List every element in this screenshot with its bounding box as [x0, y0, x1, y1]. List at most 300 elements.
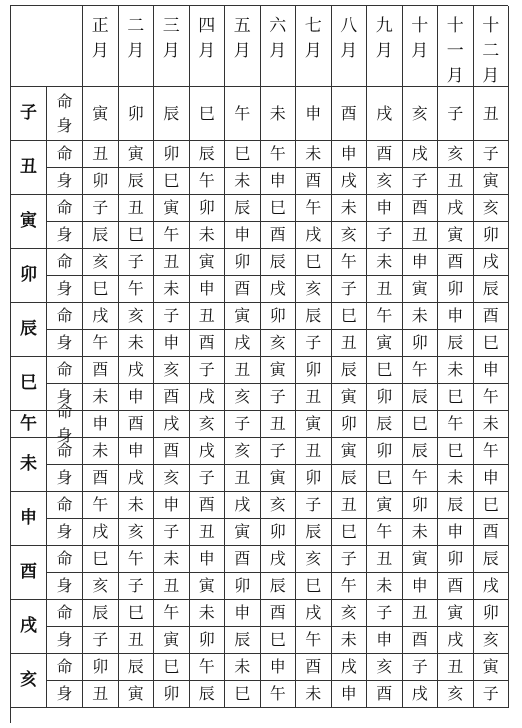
ming-cell: 午	[403, 357, 439, 384]
shen-cell: 巳	[367, 465, 403, 492]
ming-cell: 寅	[367, 492, 403, 519]
shen-cell: 午	[332, 573, 368, 600]
shen-label: 身	[47, 276, 83, 303]
ming-cell: 申	[190, 546, 226, 573]
month-char: 正	[91, 16, 109, 36]
shen-cell: 子	[403, 168, 439, 195]
ming-cell: 亥	[438, 141, 474, 168]
shen-cell: 子	[474, 681, 510, 708]
ming-cell: 亥	[367, 654, 403, 681]
shen-cell: 酉	[261, 222, 297, 249]
shen-cell: 亥	[83, 573, 119, 600]
shen-cell: 卯	[261, 519, 297, 546]
month-char: 十	[482, 16, 500, 36]
ming-cell: 戌	[296, 600, 332, 627]
shen-cell: 辰	[190, 681, 226, 708]
ming-cell: 卯	[261, 303, 297, 330]
shen-cell: 酉	[403, 627, 439, 654]
shen-cell: 申	[438, 519, 474, 546]
ming-cell: 辰	[83, 600, 119, 627]
shen-cell: 寅	[261, 465, 297, 492]
ming-cell: 未	[225, 654, 261, 681]
ming-cell: 巳	[261, 195, 297, 222]
palace-cell: 寅	[83, 87, 119, 141]
shen-cell: 寅	[332, 384, 368, 411]
shen-cell: 酉	[474, 519, 510, 546]
ming-cell: 丑	[438, 654, 474, 681]
ming-cell: 午	[190, 654, 226, 681]
shen-cell: 子	[190, 465, 226, 492]
shen-label: 身	[47, 627, 83, 654]
shen-cell: 子	[261, 384, 297, 411]
branch-label: 申	[11, 492, 47, 546]
ming-cell: 丑	[403, 600, 439, 627]
ming-label: 命	[47, 438, 83, 465]
ming-cell: 戌	[332, 654, 368, 681]
ming-cell: 酉	[403, 195, 439, 222]
ming-cell: 酉	[367, 141, 403, 168]
ming-cell: 辰	[119, 654, 155, 681]
shen-cell: 寅	[438, 222, 474, 249]
ming-cell: 申	[119, 438, 155, 465]
ming-cell: 丑	[332, 492, 368, 519]
month-char: 三	[162, 16, 180, 36]
shen-cell: 卯	[438, 276, 474, 303]
ming-cell: 丑	[190, 303, 226, 330]
month-char: 月	[127, 41, 145, 61]
shen-cell: 酉	[154, 384, 190, 411]
ming-cell: 丑	[119, 195, 155, 222]
shen-cell: 子	[296, 330, 332, 357]
shen-cell: 卯	[403, 330, 439, 357]
ming-cell: 辰	[438, 492, 474, 519]
palace-cell: 寅	[296, 411, 332, 438]
ming-cell: 丑	[225, 357, 261, 384]
shen-cell: 丑	[403, 222, 439, 249]
ming-label: 命	[47, 357, 83, 384]
palace-cell: 亥	[190, 411, 226, 438]
shen-cell: 未	[403, 519, 439, 546]
ming-cell: 戌	[83, 303, 119, 330]
shen-cell: 申	[403, 573, 439, 600]
palace-cell: 午	[438, 411, 474, 438]
ming-cell: 酉	[190, 492, 226, 519]
shen-cell: 丑	[296, 384, 332, 411]
ming-shen-label	[47, 87, 83, 141]
ming-cell: 子	[296, 492, 332, 519]
month-char: 月	[446, 66, 464, 86]
ming-cell: 戌	[261, 546, 297, 573]
ming-cell: 寅	[474, 654, 510, 681]
shen-cell: 寅	[367, 330, 403, 357]
ming-cell: 酉	[225, 546, 261, 573]
month-char: 九	[375, 16, 393, 36]
shen-cell: 巳	[83, 276, 119, 303]
ming-cell: 卯	[296, 357, 332, 384]
shen-label: 身	[47, 465, 83, 492]
ming-cell: 申	[474, 357, 510, 384]
month-char: 一	[446, 41, 464, 61]
shen-cell: 巳	[261, 627, 297, 654]
ming-cell: 子	[367, 600, 403, 627]
ming-cell: 巳	[332, 303, 368, 330]
ming-cell: 亥	[154, 357, 190, 384]
shen-cell: 戌	[438, 627, 474, 654]
ming-cell: 午	[296, 195, 332, 222]
ming-cell: 子	[119, 249, 155, 276]
shen-cell: 辰	[403, 384, 439, 411]
ming-cell: 巳	[225, 141, 261, 168]
ming-cell: 未	[83, 438, 119, 465]
palace-cell: 戌	[367, 87, 403, 141]
shen-cell: 申	[261, 168, 297, 195]
ming-cell: 申	[332, 141, 368, 168]
branch-label: 寅	[11, 195, 47, 249]
ming-cell: 未	[119, 492, 155, 519]
ming-cell: 酉	[438, 249, 474, 276]
month-char: 月	[411, 41, 429, 61]
ming-cell: 寅	[119, 141, 155, 168]
ming-cell: 亥	[296, 546, 332, 573]
shen-cell: 辰	[438, 330, 474, 357]
ming-cell: 戌	[119, 357, 155, 384]
ming-cell: 亥	[119, 303, 155, 330]
shen-cell: 丑	[225, 465, 261, 492]
month-char: 四	[198, 16, 216, 36]
month-char: 月	[162, 41, 180, 61]
branch-label: 未	[11, 438, 47, 492]
month-char: 月	[375, 41, 393, 61]
month-char: 五	[233, 16, 251, 36]
shen-cell: 巳	[474, 330, 510, 357]
palace-cell: 未	[474, 411, 510, 438]
month-char: 月	[233, 41, 251, 61]
branch-label: 丑	[11, 141, 47, 195]
ming-cell: 辰	[332, 357, 368, 384]
shen-cell: 丑	[190, 519, 226, 546]
ming-cell: 亥	[474, 195, 510, 222]
ming-cell: 亥	[225, 438, 261, 465]
shen-cell: 丑	[438, 168, 474, 195]
shen-cell: 申	[190, 276, 226, 303]
ming-cell: 午	[83, 492, 119, 519]
shen-cell: 酉	[296, 168, 332, 195]
palace-cell: 辰	[367, 411, 403, 438]
shen-cell: 卯	[225, 573, 261, 600]
ming-cell: 子	[261, 438, 297, 465]
shen-cell: 辰	[296, 519, 332, 546]
ming-cell: 丑	[367, 546, 403, 573]
month-char: 六	[269, 16, 287, 36]
shen-cell: 巳	[296, 573, 332, 600]
shen-cell: 午	[403, 465, 439, 492]
ming-label: 命	[47, 195, 83, 222]
shen-cell: 未	[119, 330, 155, 357]
ming-label: 命	[47, 654, 83, 681]
ming-label: 命	[47, 303, 83, 330]
month-header	[225, 6, 261, 87]
shen-cell: 午	[83, 330, 119, 357]
shen-cell: 巳	[438, 384, 474, 411]
shen-cell: 寅	[190, 573, 226, 600]
ming-shen-label	[47, 402, 83, 445]
palace-cell: 丑	[261, 411, 297, 438]
ming-cell: 卯	[438, 546, 474, 573]
shen-cell: 申	[154, 330, 190, 357]
ming-cell: 巳	[119, 600, 155, 627]
ming-cell: 酉	[83, 357, 119, 384]
shen-cell: 午	[296, 627, 332, 654]
ming-cell: 辰	[403, 438, 439, 465]
shen-cell: 辰	[332, 465, 368, 492]
shen-cell: 丑	[367, 276, 403, 303]
ming-cell: 亥	[83, 249, 119, 276]
ming-cell: 申	[403, 249, 439, 276]
shen-cell: 辰	[119, 168, 155, 195]
palace-cell: 子	[438, 87, 474, 141]
ming-cell: 卯	[403, 492, 439, 519]
shen-label: 身	[56, 426, 73, 445]
ming-cell: 辰	[261, 249, 297, 276]
ming-cell: 戌	[474, 249, 510, 276]
branch-label: 午	[11, 411, 47, 438]
shen-label: 身	[47, 573, 83, 600]
month-char: 月	[91, 41, 109, 61]
shen-label: 身	[47, 519, 83, 546]
branch-label: 酉	[11, 546, 47, 600]
ming-cell: 子	[190, 357, 226, 384]
shen-label: 身	[47, 330, 83, 357]
ming-cell: 寅	[190, 249, 226, 276]
month-header	[367, 6, 403, 87]
shen-cell: 未	[438, 465, 474, 492]
shen-cell: 申	[225, 222, 261, 249]
ming-cell: 巳	[83, 546, 119, 573]
ming-cell: 午	[367, 303, 403, 330]
month-char: 十	[411, 16, 429, 36]
ming-label: 命	[56, 402, 73, 421]
ming-cell: 卯	[474, 600, 510, 627]
ming-label: 命	[47, 600, 83, 627]
corner-cell	[11, 6, 83, 87]
palace-cell: 酉	[119, 411, 155, 438]
shen-cell: 辰	[474, 276, 510, 303]
shen-cell: 亥	[332, 222, 368, 249]
shen-cell: 戌	[474, 573, 510, 600]
palace-cell: 辰	[154, 87, 190, 141]
shen-cell: 未	[83, 384, 119, 411]
ming-cell: 午	[119, 546, 155, 573]
month-header	[119, 6, 155, 87]
shen-cell: 午	[154, 222, 190, 249]
palace-cell: 酉	[332, 87, 368, 141]
ming-cell: 子	[154, 303, 190, 330]
shen-cell: 戌	[225, 330, 261, 357]
ming-cell: 卯	[190, 195, 226, 222]
ming-cell: 辰	[225, 195, 261, 222]
shen-cell: 辰	[225, 627, 261, 654]
ming-cell: 寅	[438, 600, 474, 627]
ming-cell: 亥	[332, 600, 368, 627]
ming-cell: 酉	[474, 303, 510, 330]
ming-cell: 戌	[403, 141, 439, 168]
shen-cell: 亥	[154, 465, 190, 492]
shen-cell: 酉	[367, 681, 403, 708]
branch-label: 子	[11, 87, 47, 141]
ming-cell: 未	[438, 357, 474, 384]
shen-cell: 寅	[474, 168, 510, 195]
month-header	[190, 6, 226, 87]
shen-cell: 午	[261, 681, 297, 708]
shen-label: 身	[47, 384, 83, 411]
ming-cell: 丑	[154, 249, 190, 276]
ming-cell: 戌	[225, 492, 261, 519]
shen-cell: 巳	[332, 519, 368, 546]
shen-cell: 申	[367, 627, 403, 654]
shen-cell: 未	[367, 573, 403, 600]
ming-cell: 午	[154, 600, 190, 627]
branch-label: 卯	[11, 249, 47, 303]
month-char: 八	[340, 16, 358, 36]
ming-cell: 酉	[296, 654, 332, 681]
shen-cell: 亥	[438, 681, 474, 708]
shen-cell: 子	[154, 519, 190, 546]
ming-cell: 未	[332, 195, 368, 222]
ming-cell: 寅	[261, 357, 297, 384]
month-char: 月	[269, 41, 287, 61]
month-char: 二	[127, 16, 145, 36]
ming-label: 命	[56, 91, 73, 111]
shen-cell: 亥	[296, 276, 332, 303]
ming-cell: 丑	[83, 141, 119, 168]
ming-cell: 酉	[261, 600, 297, 627]
ming-cell: 卯	[154, 141, 190, 168]
ming-cell: 巳	[438, 438, 474, 465]
palace-cell: 戌	[154, 411, 190, 438]
ming-cell: 酉	[154, 438, 190, 465]
ming-cell: 未	[367, 249, 403, 276]
shen-cell: 戌	[190, 384, 226, 411]
ming-cell: 巳	[474, 492, 510, 519]
month-char: 月	[198, 41, 216, 61]
month-header	[261, 6, 297, 87]
month-header	[83, 6, 119, 87]
ming-cell: 子	[403, 654, 439, 681]
shen-cell: 子	[367, 222, 403, 249]
ming-cell: 巳	[296, 249, 332, 276]
shen-cell: 申	[474, 465, 510, 492]
ming-cell: 辰	[190, 141, 226, 168]
ming-cell: 申	[154, 492, 190, 519]
ming-cell: 子	[474, 141, 510, 168]
shen-cell: 午	[190, 168, 226, 195]
shen-label: 身	[56, 115, 73, 135]
palace-cell: 子	[225, 411, 261, 438]
ming-cell: 辰	[474, 546, 510, 573]
shen-cell: 子	[119, 573, 155, 600]
shen-cell: 亥	[225, 384, 261, 411]
month-char: 月	[482, 66, 500, 86]
ming-shen-table	[10, 5, 508, 723]
ming-cell: 寅	[403, 546, 439, 573]
shen-cell: 巳	[225, 681, 261, 708]
shen-cell: 丑	[332, 330, 368, 357]
month-char: 七	[304, 16, 322, 36]
shen-cell: 卯	[83, 168, 119, 195]
ming-cell: 寅	[225, 303, 261, 330]
branch-label: 巳	[11, 357, 47, 411]
shen-cell: 亥	[367, 168, 403, 195]
ming-cell: 巳	[367, 357, 403, 384]
shen-cell: 戌	[83, 519, 119, 546]
shen-cell: 寅	[225, 519, 261, 546]
month-header	[403, 6, 439, 87]
ming-cell: 卯	[225, 249, 261, 276]
palace-cell: 巳	[403, 411, 439, 438]
shen-cell: 巳	[119, 222, 155, 249]
shen-cell: 戌	[332, 168, 368, 195]
shen-cell: 未	[296, 681, 332, 708]
shen-cell: 丑	[83, 681, 119, 708]
month-header	[438, 6, 474, 87]
month-char: 月	[340, 41, 358, 61]
shen-cell: 亥	[119, 519, 155, 546]
shen-cell: 申	[119, 384, 155, 411]
shen-label: 身	[47, 222, 83, 249]
shen-cell: 寅	[403, 276, 439, 303]
month-header	[332, 6, 368, 87]
shen-cell: 辰	[83, 222, 119, 249]
shen-cell: 子	[332, 276, 368, 303]
shen-cell: 酉	[190, 330, 226, 357]
ming-cell: 申	[261, 654, 297, 681]
branch-label: 戌	[11, 600, 47, 654]
ming-cell: 子	[332, 546, 368, 573]
shen-cell: 戌	[261, 276, 297, 303]
ming-label: 命	[47, 141, 83, 168]
palace-cell: 午	[225, 87, 261, 141]
shen-cell: 亥	[474, 627, 510, 654]
ming-cell: 戌	[438, 195, 474, 222]
shen-cell: 未	[225, 168, 261, 195]
ming-cell: 子	[83, 195, 119, 222]
palace-cell: 卯	[119, 87, 155, 141]
ming-cell: 午	[332, 249, 368, 276]
ming-label: 命	[47, 492, 83, 519]
shen-cell: 戌	[296, 222, 332, 249]
palace-cell: 亥	[403, 87, 439, 141]
ming-cell: 午	[261, 141, 297, 168]
ming-cell: 未	[154, 546, 190, 573]
ming-cell: 申	[367, 195, 403, 222]
palace-cell: 申	[296, 87, 332, 141]
month-header	[296, 6, 332, 87]
ming-cell: 丑	[296, 438, 332, 465]
ming-label: 命	[47, 546, 83, 573]
month-char: 二	[482, 41, 500, 61]
shen-label: 身	[47, 168, 83, 195]
month-char: 月	[304, 41, 322, 61]
shen-cell: 酉	[225, 276, 261, 303]
palace-cell: 巳	[190, 87, 226, 141]
shen-cell: 卯	[190, 627, 226, 654]
branch-label: 辰	[11, 303, 47, 357]
shen-cell: 午	[474, 384, 510, 411]
ming-cell: 未	[190, 600, 226, 627]
ming-cell: 未	[403, 303, 439, 330]
shen-cell: 未	[190, 222, 226, 249]
shen-cell: 亥	[261, 330, 297, 357]
